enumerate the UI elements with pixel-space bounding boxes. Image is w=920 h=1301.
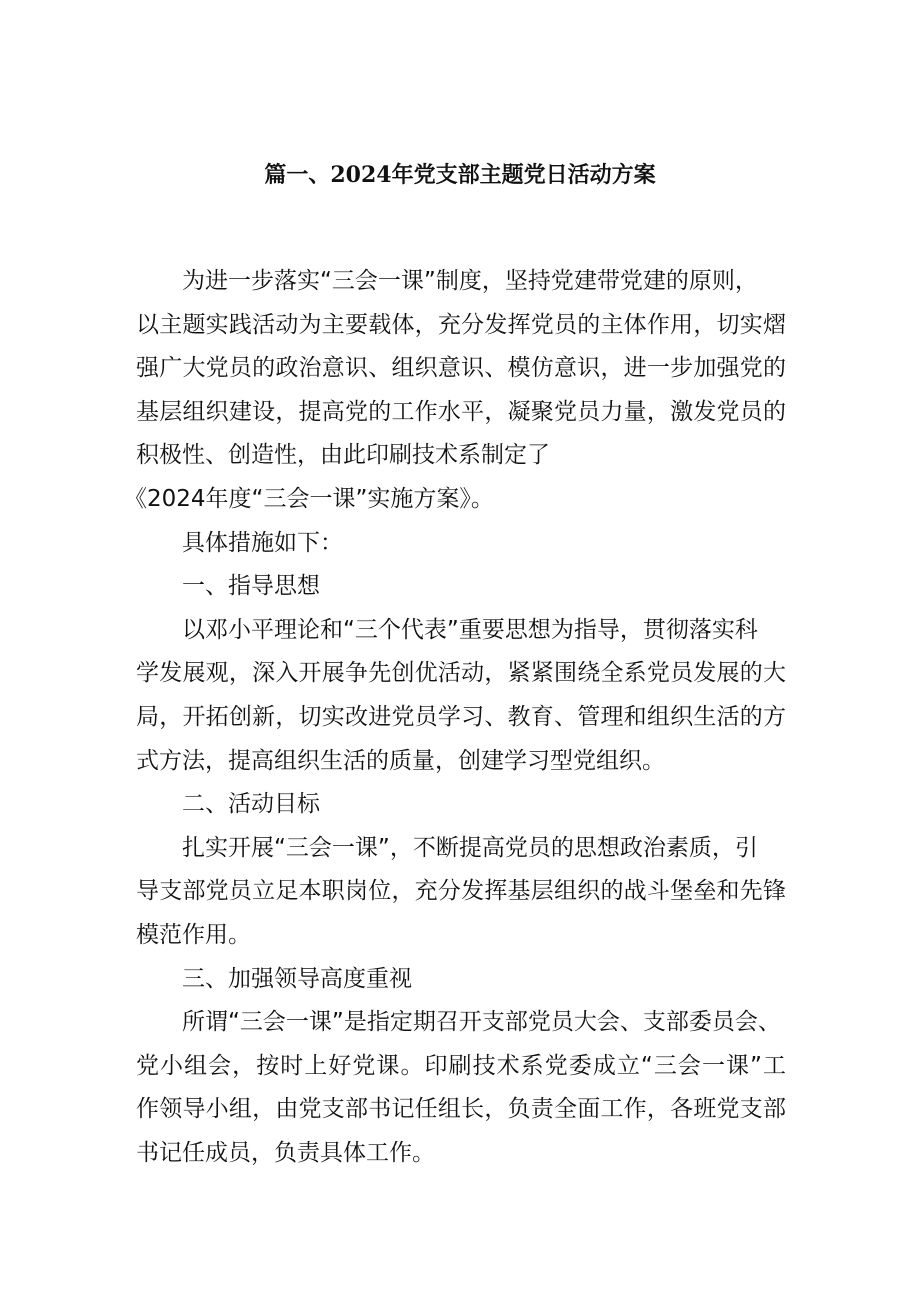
paragraph-line: 式方法，提高组织生活的质量，创建学习型党组织。 bbox=[136, 747, 665, 774]
document-title: 篇一、2024年党支部主题党日活动方案 bbox=[264, 162, 656, 188]
section-heading: 三、加强领导高度重视 bbox=[182, 965, 412, 992]
paragraph-line: 为进一步落实“三会一课”制度，坚持党建带党建的原则， bbox=[182, 268, 758, 294]
paragraph-line: 扎实开展“三会一课”，不断提高党员的思想政治素质，引 bbox=[182, 834, 758, 861]
paragraph-line: 具体措施如下： bbox=[182, 529, 343, 556]
section-heading: 一、指导思想 bbox=[182, 573, 320, 600]
paragraph-line: 作领导小组，由党支部书记任组长，负责全面工作，各班党支部 bbox=[136, 1096, 786, 1123]
paragraph-line: 导支部党员立足本职岗位，充分发挥基层组织的战斗堡垒和先锋 bbox=[136, 878, 786, 905]
paragraph-line: 党小组会，按时上好党课。印刷技术系党委成立“三会一课”工 bbox=[136, 1052, 786, 1079]
document-body bbox=[124, 260, 786, 1175]
paragraph-line: 以邓小平理论和“三个代表”重要思想为指导，贯彻落实科 bbox=[182, 616, 758, 643]
paragraph-line: 基层组织建设，提高党的工作水平，凝聚党员力量，激发党员的 bbox=[136, 398, 786, 425]
paragraph-line: 以主题实践活动为主要载体，充分发挥党员的主体作用，切实熠 bbox=[136, 311, 786, 338]
paragraph-line: 积极性、创造性，由此印刷技术系制定了 bbox=[136, 442, 550, 469]
paragraph-line: 学发展观，深入开展争先创优活动，紧紧围绕全系党员发展的大 bbox=[136, 660, 786, 687]
paragraph-line: 书记任成员，负责具体工作。 bbox=[136, 1139, 435, 1166]
paragraph-line: 所谓“三会一课”是指定期召开支部党员大会、支部委员会、 bbox=[182, 1009, 781, 1036]
paragraph-line: 《2024年度“三会一课”实施方案》。 bbox=[124, 485, 494, 512]
paragraph-line: 强广大党员的政治意识、组织意识、模仿意识，进一步加强党的 bbox=[136, 355, 786, 382]
section-heading: 二、活动目标 bbox=[182, 791, 320, 818]
paragraph-line: 局，开拓创新，切实改进党员学习、教育、管理和组织生活的方 bbox=[136, 703, 786, 730]
paragraph-line: 模范作用。 bbox=[136, 921, 251, 948]
